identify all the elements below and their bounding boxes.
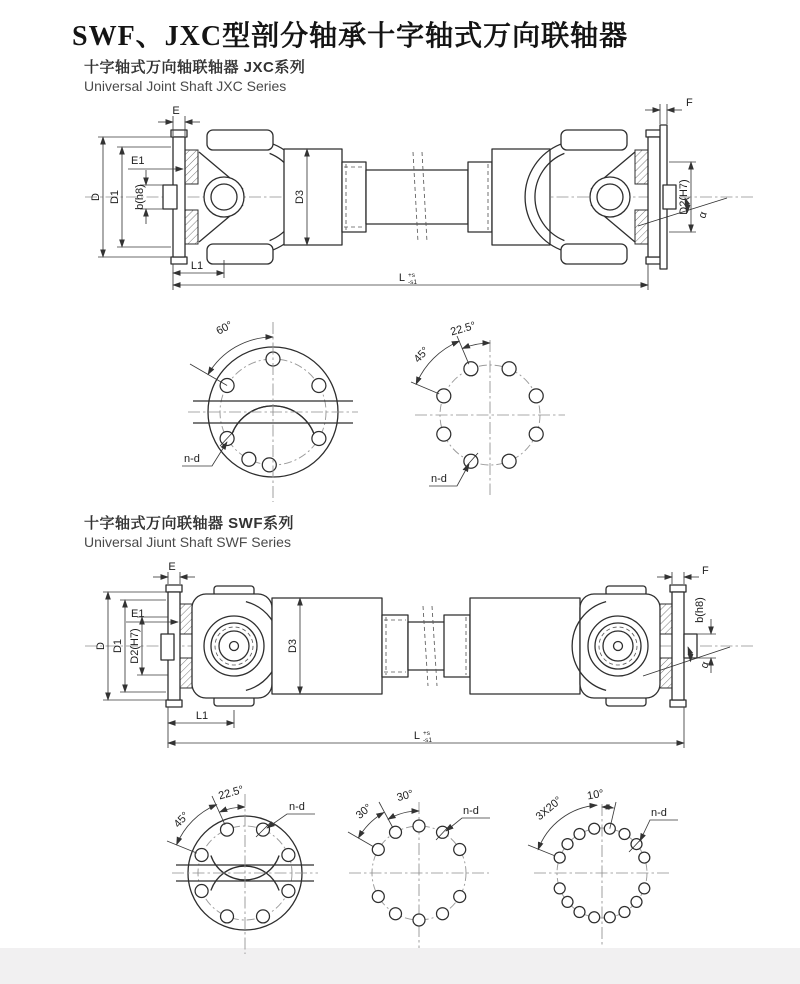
dim-label-D: D (95, 642, 107, 650)
jxc-flange-views (0, 300, 800, 514)
dim-label-alpha: α (698, 660, 712, 670)
swf-flange-views (0, 783, 800, 984)
swf-key-right (684, 634, 697, 658)
swf-shaft-assembly (161, 585, 697, 707)
jxc-heading-en: Universal Joint Shaft JXC Series (84, 78, 287, 94)
swf-key-left (161, 634, 174, 660)
flange-angle1-label: 30° (395, 788, 415, 805)
nd-label: n-d (651, 807, 667, 819)
dim-label-L: L (413, 730, 420, 742)
dim-label-L-tol-minus: -s1 (423, 737, 433, 744)
jxc-key-right (663, 185, 676, 209)
flange-angle2-label: 30° (353, 801, 375, 822)
dim-label-L-tol-minus: -s1 (408, 279, 418, 286)
dim-label-L: L (398, 272, 405, 284)
flange-angle-offset-label: 10° (586, 787, 605, 803)
dim-label-D2: D2(H7) (678, 179, 690, 215)
dim-label-L-tol-plus: +s (408, 272, 416, 279)
dim-label-alpha: α (696, 210, 710, 220)
jxc-section-heading (84, 56, 305, 94)
nd-label: n-d (289, 801, 305, 813)
dim-label-b: b(h8) (134, 184, 146, 210)
flange-angle-small-label: 22.5° (449, 319, 478, 339)
dim-label-L1: L1 (195, 710, 209, 722)
nd-label: n-d (184, 453, 200, 465)
swf-flange-face-right (528, 788, 678, 946)
flange-angle-large-label: 45° (171, 809, 192, 831)
dim-label-E1: E1 (131, 155, 145, 167)
nd-label: n-d (431, 473, 447, 485)
swf-flange-face-middle (348, 788, 490, 948)
dim-label-D1: D1 (109, 189, 121, 205)
dim-label-F: F (702, 565, 709, 577)
nd-label: n-d (463, 805, 479, 817)
dim-label-L1: L1 (190, 260, 204, 272)
dim-label-D1: D1 (112, 638, 124, 654)
dim-label-D3: D3 (287, 638, 299, 654)
dim-label-b: b(h8) (694, 597, 706, 623)
swf-heading-cn: 十字轴式万向联轴器 SWF系列 (84, 515, 294, 532)
swf-flange-face-left (167, 784, 318, 954)
flange-angle-large-label: 45° (411, 344, 432, 366)
flange-angle-group-label: 3X20° (533, 794, 565, 823)
flange-angle-label: 60° (214, 319, 235, 338)
dim-label-D: D (90, 193, 102, 201)
page-title: SWF、JXC型剖分轴承十字轴式万向联轴器 (72, 21, 629, 52)
dim-label-E: E (168, 561, 176, 573)
jxc-heading-cn: 十字轴式万向轴联轴器 JXC系列 (84, 59, 306, 76)
dim-label-L-tol-plus: +s (423, 730, 431, 737)
swf-section-heading (84, 512, 294, 550)
dim-label-F: F (686, 97, 693, 109)
jxc-shaft-assembly (163, 125, 676, 269)
dim-label-E1: E1 (131, 608, 145, 620)
dim-label-E: E (172, 105, 180, 117)
jxc-flange-face-right (411, 320, 565, 495)
dim-label-D2: D2(H7) (129, 628, 141, 664)
swf-side-view-drawing (0, 561, 800, 782)
flange-angle-small-label: 22.5° (217, 783, 246, 803)
jxc-side-view-drawing (0, 92, 800, 298)
jxc-flange-face-left (182, 319, 358, 502)
jxc-key-left (163, 185, 177, 209)
swf-heading-en: Universal Jiunt Shaft SWF Series (84, 534, 291, 550)
dim-label-D3: D3 (294, 189, 306, 205)
